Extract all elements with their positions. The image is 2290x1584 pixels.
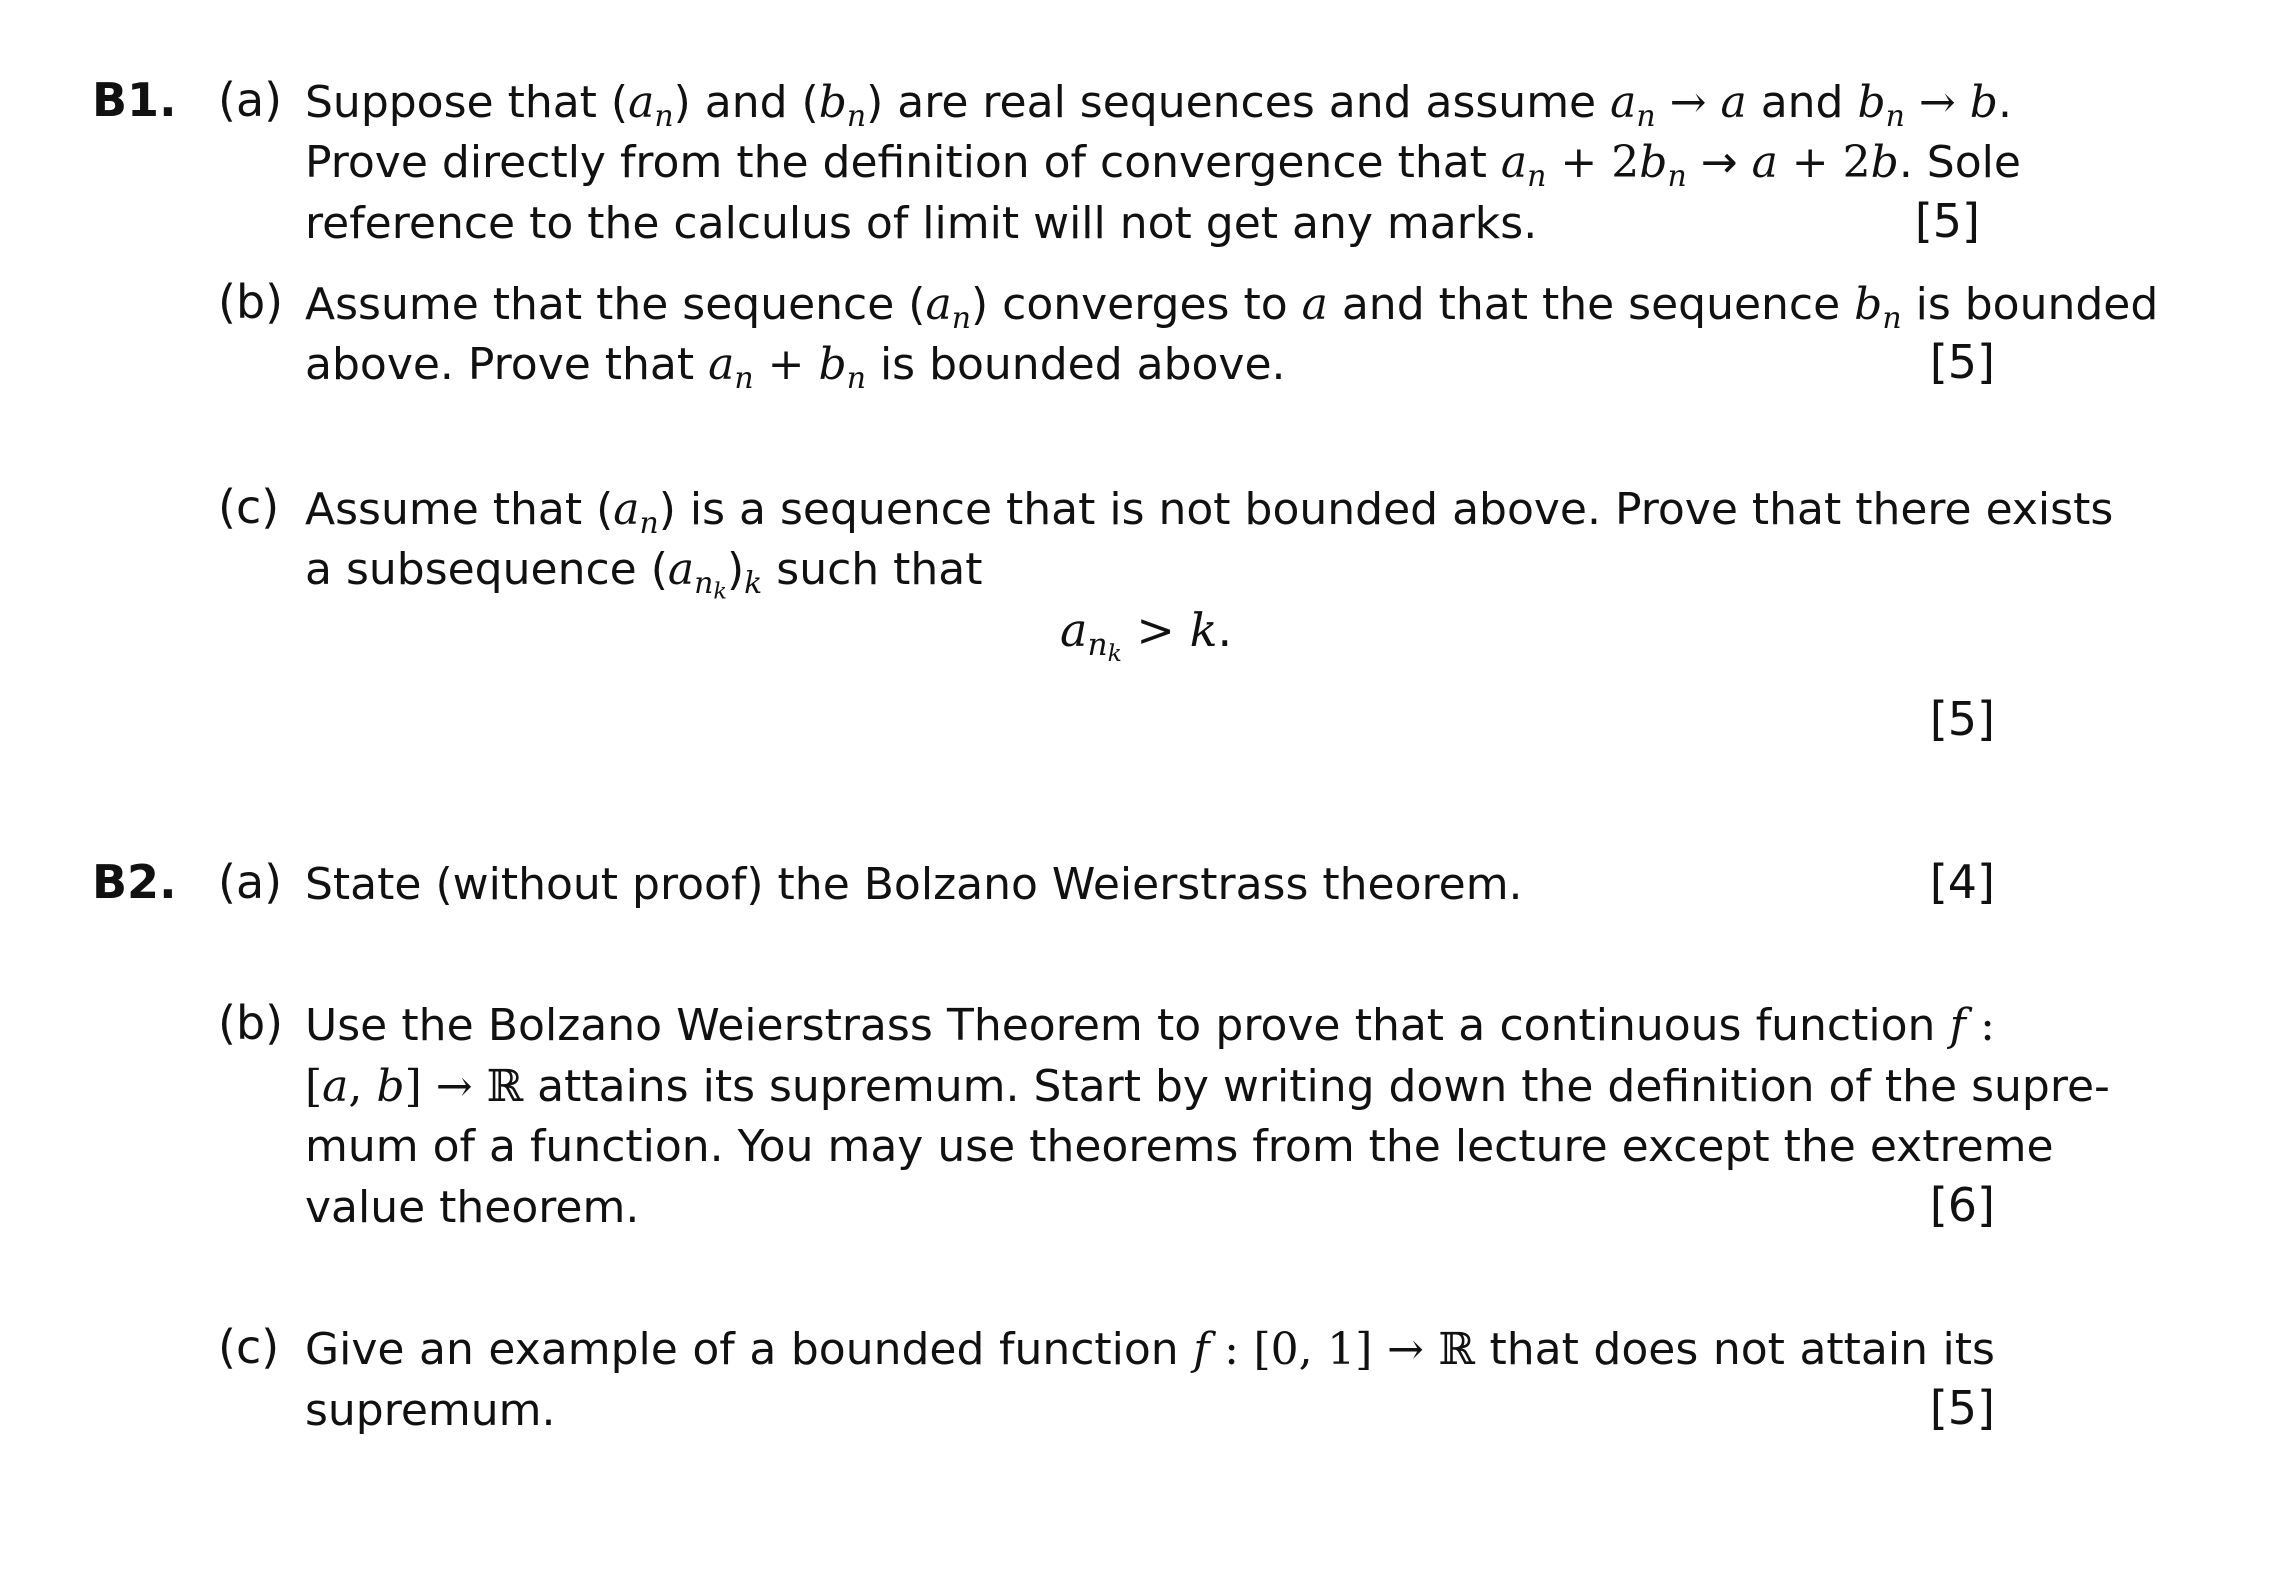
b1a-line-3: reference to the calculus of limit will not get any marks. — [305, 198, 1538, 249]
b1a-line-2: Prove directly from the definition of convergence that $a_n + 2b_n \to a + 2b$. Sole — [305, 137, 2021, 194]
b2b-marks: [6] — [1929, 1178, 1995, 1232]
question-number-b1: B1. — [92, 73, 177, 127]
b1b-line-1: Assume that the sequence $(a_n)$ converges to a and that the sequence $b_n$ is bounded — [305, 279, 2159, 336]
b1b-line-2: above. Prove that $a_n + b_n$ is bounded above. — [305, 339, 1286, 396]
part-label-b1a: (a) — [218, 73, 283, 127]
part-label-b2a: (a) — [218, 855, 283, 909]
part-label-b1b: (b) — [218, 275, 284, 329]
b1c-display-equation: $a_{n_k} > k$. — [1060, 603, 1233, 668]
b1c-line-2: a subsequence $(a_{n_k})_k$ such that — [305, 544, 983, 605]
b2b-line-2: [a, b] → ℝ attains its supremum. Start by writing down the definition of the supre- — [305, 1061, 2110, 1112]
b1c-line-1: Assume that $(a_n)$ is a sequence that is not bounded above. Prove that there exists — [305, 484, 2114, 541]
b1c-marks: [5] — [1929, 692, 1995, 746]
part-label-b2c: (c) — [218, 1320, 280, 1374]
part-label-b1c: (c) — [218, 480, 280, 534]
b2c-line-1: Give an example of a bounded function f : [0, 1] → ℝ that does not attain its — [305, 1324, 1995, 1375]
part-label-b2b: (b) — [218, 996, 284, 1050]
b2c-marks: [5] — [1929, 1381, 1995, 1435]
b1b-marks: [5] — [1929, 335, 1995, 389]
b2a-line-1: State (without proof) the Bolzano Weierstrass theorem. — [305, 859, 1523, 910]
b2c-line-2: supremum. — [305, 1385, 556, 1436]
b2b-line-4: value theorem. — [305, 1182, 640, 1233]
b1a-line-1: Suppose that $(a_n)$ and $(b_n)$ are real sequences and assume $a_n \to a$ and $b_n \to b$. — [305, 77, 2012, 134]
b2b-line-3: mum of a function. You may use theorems from the lecture except the extreme — [305, 1121, 2054, 1172]
b2b-line-1: Use the Bolzano Weierstrass Theorem to prove that a continuous function f : — [305, 1000, 1995, 1051]
question-number-b2: B2. — [92, 855, 177, 909]
b2a-marks: [4] — [1929, 855, 1995, 909]
b1a-marks: [5] — [1914, 194, 1980, 248]
